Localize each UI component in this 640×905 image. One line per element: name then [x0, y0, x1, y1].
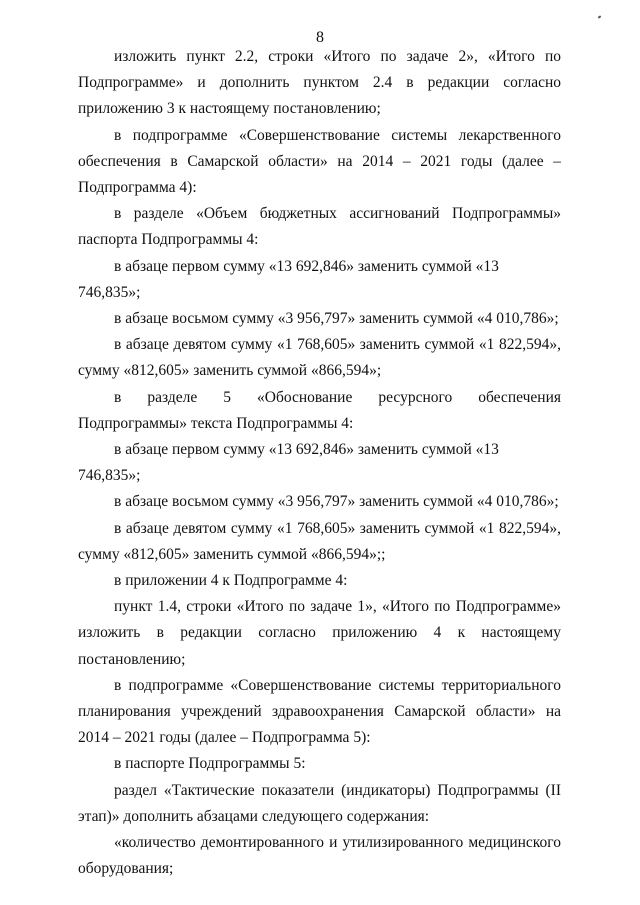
paragraph: в абзаце восьмом сумму «3 956,797» заменить суммой «4 010,786»;: [114, 310, 559, 328]
paragraph: «количество демонтированного и утилизированного медицинского оборудования;: [78, 834, 561, 878]
paragraph: в подпрограмме «Совершенствование системы территориального планирования учреждений здравоохранения Самарской области» на 2014 – 2021 годы (далее – Подпрограмма 5):: [78, 676, 561, 747]
paragraph: в паспорте Подпрограммы 5:: [114, 755, 306, 773]
paragraph: в разделе 5 «Обоснование ресурсного обеспечения Подпрограммы» текста Подпрограммы 4:: [78, 388, 561, 432]
document-body: [78, 44, 561, 883]
paragraph: в абзаце первом сумму «13 692,846» заменить суммой «13 746,835»;: [78, 441, 499, 485]
paragraph: раздел «Тактические показатели (индикаторы) Подпрограммы (II этап)» дополнить абзацами следующего содержания:: [78, 781, 561, 825]
paragraph: в приложении 4 к Подпрограмме 4:: [114, 572, 348, 590]
paragraph: в абзаце девятом сумму «1 768,605» заменить суммой «1 822,594», сумму «812,605» заменить суммой «866,594»;;: [78, 519, 561, 563]
paragraph: в разделе «Объем бюджетных ассигнований Подпрограммы» паспорта Подпрограммы 4:: [78, 205, 561, 249]
page-number: 8: [316, 29, 324, 46]
paragraph: в абзаце первом сумму «13 692,846» заменить суммой «13 746,835»;: [78, 257, 499, 301]
paragraph: в подпрограмме «Совершенствование системы лекарственного обеспечения в Самарской области» на 2014 – 2021 годы (далее – Подпрограмма 4):: [78, 126, 561, 197]
paragraph: в абзаце восьмом сумму «3 956,797» заменить суммой «4 010,786»;: [114, 493, 559, 511]
paragraph: в абзаце девятом сумму «1 768,605» заменить суммой «1 822,594», сумму «812,605» заменить суммой «866,594»;: [78, 336, 561, 380]
scan-artifact-mark: [598, 15, 602, 18]
paragraph: пункт 1.4, строки «Итого по задаче 1», «Итого по Подпрограмме» изложить в редакции согласно приложению 4 к настоящему постановлению;: [78, 598, 561, 668]
paragraph: изложить пункт 2.2, строки «Итого по задаче 2», «Итого по Подпрограмме» и дополнить пунктом 2.4 в редакции согласно приложению 3 к настоящему постановлению;: [78, 48, 561, 118]
